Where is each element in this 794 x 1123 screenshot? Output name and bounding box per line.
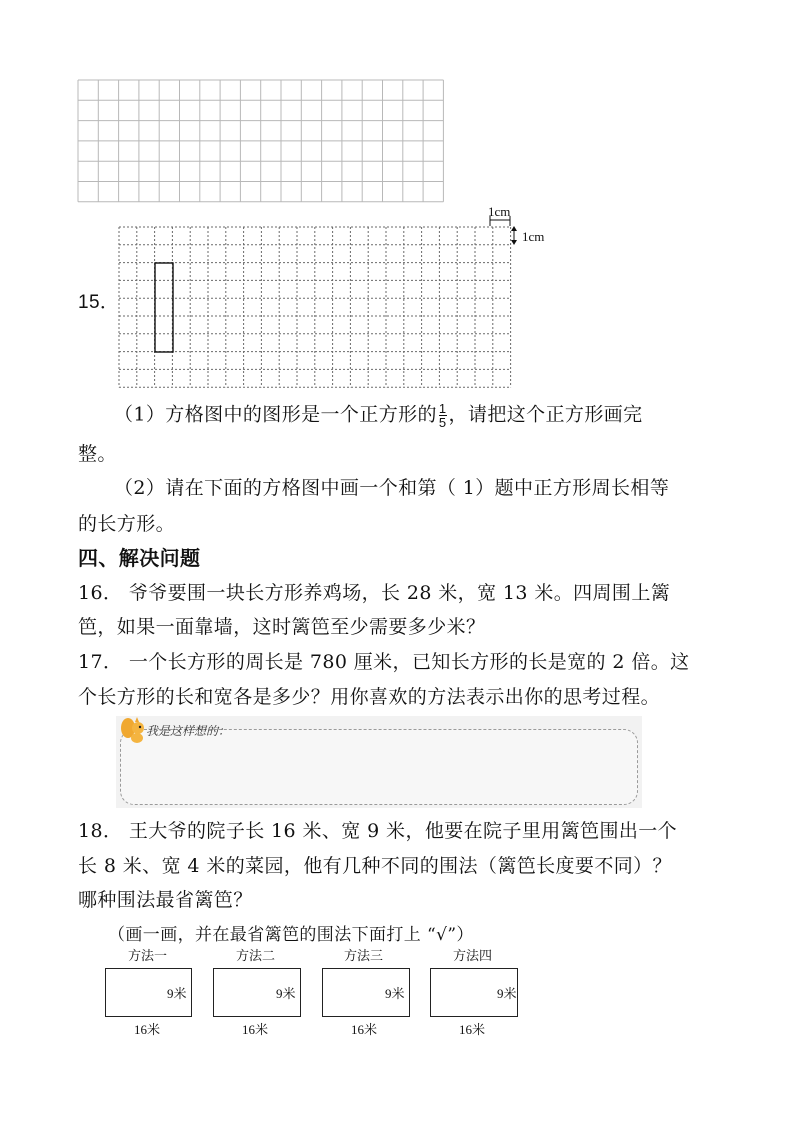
method-2-side-label: 9米: [276, 986, 296, 1001]
q16-line1: 16． 爷爷要围一块长方形养鸡场，长 28 米，宽 13 米。四周围上篱: [78, 582, 671, 604]
q15-part1-line2: 整。: [78, 443, 117, 465]
method-1-title: 方法一: [128, 948, 168, 963]
scale-label-vertical: 1cm: [522, 229, 545, 244]
question-15-number: 15．: [78, 292, 120, 313]
dashed-grid: [119, 227, 511, 389]
method-1-side-label: 9米: [167, 986, 187, 1001]
q16-line2: 笆，如果一面靠墙，这时篱笆至少需要多少米？: [78, 616, 486, 638]
method-2-title: 方法二: [236, 948, 276, 963]
q18-line1: 18． 王大爷的院子长 16 米、宽 9 米，他要在院子里用篱笆围出一个: [78, 820, 678, 842]
method-1-bottom-label: 16米: [134, 1022, 161, 1037]
q17-line1: 17． 一个长方形的周长是 780 厘米，已知长方形的长是宽的 2 倍。这: [78, 651, 690, 673]
method-4-title: 方法四: [453, 948, 493, 963]
method-4-side-label: 9米: [497, 986, 517, 1001]
method-3-side-label: 9米: [385, 986, 405, 1001]
scale-label-horizontal: 1cm: [488, 204, 511, 219]
q15-part1-line1: [114, 402, 643, 429]
q18-hint: （画一画，并在最省篱笆的围法下面打上 “√”）: [108, 925, 474, 945]
solid-grid: [78, 80, 444, 202]
squirrel-icon: [120, 716, 148, 744]
q15-part2-line2: 的长方形。: [78, 513, 176, 535]
given-rectangle-shape: [155, 263, 173, 352]
method-2-bottom-label: 16米: [242, 1022, 269, 1037]
method-3-bottom-label: 16米: [351, 1022, 378, 1037]
q17-line2: 个长方形的长和宽各是多少？用你喜欢的方法表示出你的思考过程。: [78, 686, 661, 708]
one-fifth-fraction: [439, 402, 447, 429]
fraction-denominator: 5: [438, 415, 447, 430]
thinking-label: 我是这样想的：: [146, 724, 231, 738]
thinking-answer-box[interactable]: [120, 729, 638, 805]
q18-line2: 长 8 米、宽 4 米的菜园，他有几种不同的围法（篱笆长度要不同）？: [78, 855, 672, 877]
method-3-title: 方法三: [344, 948, 384, 963]
q15-part1-text-b: ，请把这个正方形画完: [448, 403, 643, 426]
q18-line3: 哪种围法最省篱笆？: [78, 889, 253, 911]
fraction-numerator: 1: [438, 401, 447, 416]
method-4-bottom-label: 16米: [459, 1022, 486, 1037]
q15-part2-line1: （2）请在下面的方格图中画一个和第（ 1）题中正方形周长相等: [114, 477, 670, 499]
section-title: 四、解决问题: [78, 546, 201, 570]
q15-part1-text-a: （1）方格图中的图形是一个正方形的: [114, 403, 437, 426]
